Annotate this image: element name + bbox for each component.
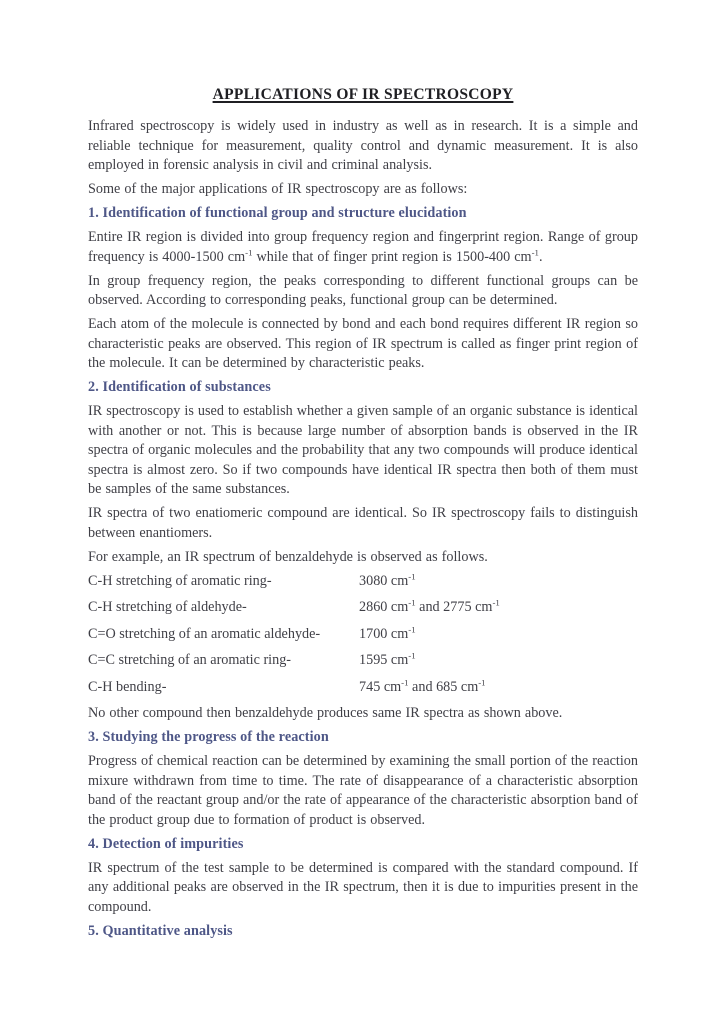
band-value: 1700 $cm^{-1}$ [359, 623, 416, 642]
absorption-band-row [88, 625, 638, 645]
section-3-heading: 3. Studying the progress of the reaction [88, 729, 329, 745]
band-label: C=C stretching of an aromatic ring- [88, 652, 292, 668]
band-value: 745 $cm^{-1}$ and 685 $cm^{-1}$ [359, 676, 486, 695]
section-2-paragraph-1: IR spectroscopy is used to establish whether a given sample of an organic substance is identical with another or not. This is because large number of absorption bands is observed in the IR spectra of organic molecules and the probability that any two compounds will produce identical spectra is almost zero. So if two compounds have identical IR spectra then both of them must be samples of the same substances. [88, 403, 638, 497]
band-value: 3080 $cm^{-1}$ [359, 570, 416, 589]
section-1-heading: 1. Identification of functional group and structure elucidation [88, 205, 467, 221]
section-2-closing-paragraph: No other compound then benzaldehyde produces same IR spectra as shown above. [88, 705, 563, 721]
section-4-heading: 4. Detection of impurities [88, 835, 244, 852]
section-3-paragraph-1: Progress of chemical reaction can be determined by examining the small portion of the reaction mixure withdrawn from time to time. The rate of disappearance of a characteristic absorption band of the reactant group and/or the rate of appearance of the characteristic absorption band of the product group due to formation of product is observed. [88, 753, 638, 828]
page-title: APPLICATIONS OF IR SPECTROSCOPY [212, 86, 514, 103]
band-label: C-H stretching of aldehyde- [88, 599, 247, 615]
absorption-band-row [88, 651, 638, 671]
section-1-paragraph-3: Each atom of the molecule is connected by bond and each bond requires different IR region so characteristic peaks are observed. This region of IR spectrum is called as finger print region of the molecule. It can be determined by characteristic peaks. [88, 316, 638, 371]
section-1-paragraph-2: In group frequency region, the peaks corresponding to different functional groups can be observed. According to corresponding peaks, functional group can be determined. [88, 272, 638, 308]
band-value: 2860 $cm^{-1}$ and 2775 $cm^{-1}$ [359, 597, 500, 615]
section-4-paragraph-1: IR spectrum of the test sample to be determined is compared with the standard compound. If any additional peaks are observed in the IR spectrum, then it is due to impurities present in the compound. [88, 859, 638, 915]
band-value: 1595 $cm^{-1}$ [359, 650, 416, 668]
absorption-band-row [88, 572, 638, 592]
absorption-band-row [88, 678, 638, 698]
section-2-paragraph-2: IR spectra of two enatiomeric compound are identical. So IR spectroscopy fails to distinguish between enantiomers. [88, 505, 638, 541]
band-label: C-H stretching of aromatic ring- [88, 572, 272, 589]
section-2-heading: 2. Identification of substances [88, 379, 271, 395]
section-2-paragraph-3: For example, an IR spectrum of benzaldehyde is observed as follows. [88, 548, 488, 565]
band-label: C=O stretching of an aromatic aldehyde- [88, 625, 321, 642]
section-5-heading: 5. Quantitative analysis [88, 922, 233, 939]
band-label: C-H bending- [88, 678, 167, 695]
section-1-paragraph-1: Entire IR region is divided into group frequency region and fingerprint region. Range of group frequency is 4000-1500 $cm^{-1}$ while that of finger print region is 1500-400 $cm^{-1}$. [88, 229, 638, 265]
intro-paragraph-2: Some of the major applications of IR spectroscopy are as follows: [88, 181, 468, 197]
absorption-band-row [88, 598, 638, 618]
intro-paragraph-1: Infrared spectroscopy is widely used in industry as well as in research. It is a simple and reliable technique for measurement, quality control and dynamic measurement. It is also employed in forensic analysis in civil and criminal analysis. [88, 118, 638, 173]
